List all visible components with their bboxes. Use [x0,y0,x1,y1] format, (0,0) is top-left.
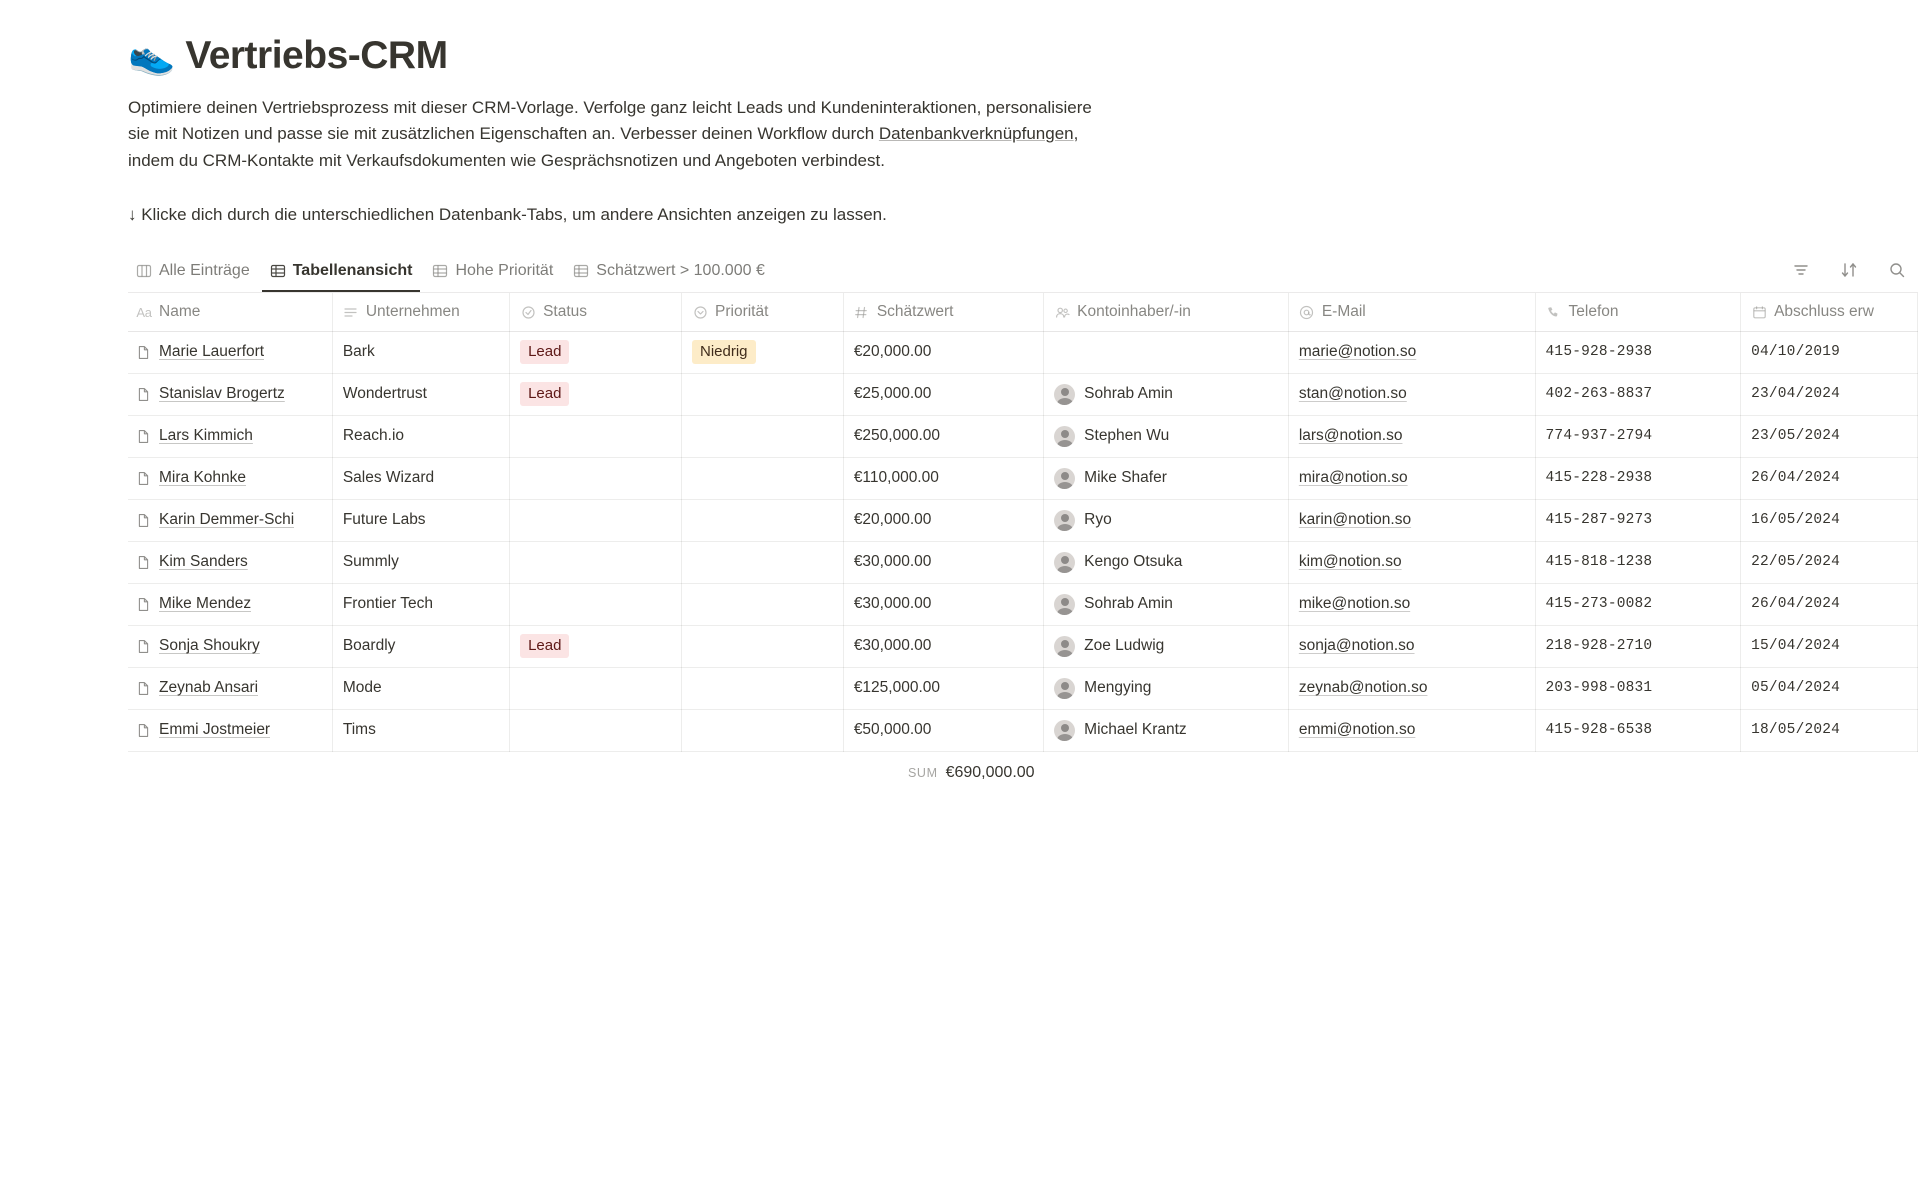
page-icon [136,597,151,612]
row-company: Reach.io [342,427,405,445]
row-date: 22/05/2024 [1751,554,1841,571]
page-icon [136,345,151,360]
cell-company[interactable] [332,583,509,625]
cell-owner[interactable] [1044,499,1289,541]
column-label: Kontoinhaber/-in [1077,303,1191,321]
description-part-2: , indem du CRM-Kontakte mit Verkaufsdokumenten wie Gesprächsnotizen und Angeboten verbindest. [128,124,1079,170]
avatar [1054,510,1075,531]
cell-company[interactable] [332,331,509,373]
cell-status[interactable] [510,625,682,667]
row-owner: Kengo Otsuka [1084,553,1183,571]
cell-email[interactable] [1288,499,1535,541]
table-row[interactable] [128,331,1918,373]
cell-value[interactable] [843,331,1043,373]
page-icon [136,723,151,738]
tab-label: Alle Einträge [159,262,250,280]
cell-date[interactable] [1741,373,1918,415]
column-label: Abschluss erw [1774,303,1874,321]
cell-name[interactable] [128,667,332,709]
page-icon [136,555,151,570]
cell-name[interactable] [128,709,332,751]
table-row[interactable] [128,415,1918,457]
cell-owner[interactable] [1044,541,1289,583]
column-header-name[interactable] [128,293,332,331]
database-table [128,293,1918,752]
row-company: Summly [342,553,399,571]
cell-priority[interactable] [682,331,844,373]
row-email[interactable]: karin@notion.so [1298,511,1412,529]
row-value: €30,000.00 [853,595,932,613]
cell-value[interactable] [843,415,1043,457]
table-row[interactable] [128,499,1918,541]
column-header-status[interactable] [510,293,682,331]
row-company: Future Labs [342,511,426,529]
row-email[interactable]: stan@notion.so [1298,385,1407,403]
gallery-icon [136,263,152,279]
cell-company[interactable] [332,415,509,457]
date-icon [1751,305,1767,320]
cell-phone[interactable] [1535,625,1741,667]
cell-name[interactable] [128,415,332,457]
column-header-email[interactable] [1288,293,1535,331]
table-row[interactable] [128,625,1918,667]
database-table-wrapper [128,293,1918,782]
cell-email[interactable] [1288,373,1535,415]
select-icon [692,305,708,320]
cell-phone[interactable] [1535,667,1741,709]
row-name[interactable]: Marie Lauerfort [159,343,265,361]
cell-company[interactable] [332,373,509,415]
column-label: E-Mail [1321,303,1366,321]
cell-email[interactable] [1288,457,1535,499]
column-header-abschluss[interactable] [1741,293,1918,331]
cell-name[interactable] [128,331,332,373]
title-icon: Aa [136,304,152,320]
cell-value[interactable] [843,667,1043,709]
row-phone: 415-287-9273 [1545,512,1653,529]
row-phone: 774-937-2794 [1545,428,1653,445]
status-badge: Lead [520,340,569,364]
row-value: €20,000.00 [853,511,932,529]
table-row[interactable] [128,373,1918,415]
column-header-prioritaet[interactable] [682,293,844,331]
table-icon [573,263,589,279]
row-company: Wondertrust [342,385,427,403]
row-company: Mode [342,679,382,697]
tabs-hint: ↓ Klicke dich durch die unterschiedlichen Datenbank-Tabs, um andere Ansichten anzeigen zu lassen. [128,205,887,225]
row-owner: Sohrab Amin [1084,595,1173,613]
row-owner: Zoe Ludwig [1084,637,1165,655]
cell-priority[interactable] [682,709,844,751]
cell-value[interactable] [843,625,1043,667]
cell-status[interactable] [510,457,682,499]
email-icon [1299,305,1315,320]
avatar [1054,426,1075,447]
column-header-kontoinhaber[interactable] [1044,293,1289,331]
row-name[interactable]: Mira Kohnke [159,469,247,487]
description-part-1: Optimiere deinen Vertriebsprozess mit dieser CRM-Vorlage. Verfolge ganz leicht Leads und Kundeninteraktionen, personalisiere sie mit Notizen und passe sie mit zusätzlichen Eigenschaften an. Verbesser deinen Workflow durch [128,98,1092,144]
cell-date[interactable] [1741,499,1918,541]
row-name[interactable]: Sonja Shoukry [159,637,260,655]
row-owner: Ryo [1084,511,1112,529]
row-phone: 415-228-2938 [1545,470,1653,487]
row-company: Frontier Tech [342,595,434,613]
page-description [128,95,1118,174]
row-date: 15/04/2024 [1751,638,1841,655]
cell-phone[interactable] [1535,499,1741,541]
table-header-row [128,293,1918,331]
cell-status[interactable] [510,709,682,751]
cell-email[interactable] [1288,415,1535,457]
row-date: 23/04/2024 [1751,386,1841,403]
cell-owner[interactable] [1044,709,1289,751]
avatar [1054,678,1075,699]
cell-email[interactable] [1288,625,1535,667]
cell-phone[interactable] [1535,709,1741,751]
cell-company[interactable] [332,667,509,709]
column-label: Unternehmen [365,303,460,321]
row-phone: 415-818-1238 [1545,554,1653,571]
cell-status[interactable] [510,499,682,541]
row-value: €125,000.00 [853,679,941,697]
cell-name[interactable] [128,373,332,415]
cell-value[interactable] [843,541,1043,583]
cell-priority[interactable] [682,415,844,457]
cell-phone[interactable] [1535,331,1741,373]
cell-date[interactable] [1741,457,1918,499]
avatar [1054,384,1075,405]
page-icon [136,513,151,528]
cell-status[interactable] [510,583,682,625]
row-email[interactable]: marie@notion.so [1298,343,1417,361]
row-email[interactable]: sonja@notion.so [1298,637,1415,655]
cell-phone[interactable] [1535,541,1741,583]
page-icon [136,639,151,654]
row-date: 16/05/2024 [1751,512,1841,529]
select-icon [520,305,536,320]
status-badge: Lead [520,634,569,658]
row-email[interactable]: kim@notion.so [1298,553,1402,571]
page-icon [136,429,151,444]
cell-date[interactable] [1741,625,1918,667]
row-company: Boardly [342,637,396,655]
priority-badge: Niedrig [692,340,756,364]
row-name[interactable]: Kim Sanders [159,553,248,571]
sneaker-icon: 👟 [128,35,176,77]
row-email[interactable]: lars@notion.so [1298,427,1403,445]
row-name[interactable]: Zeynab Ansari [159,679,259,697]
row-value: €30,000.00 [853,553,932,571]
cell-email[interactable] [1288,541,1535,583]
cell-value[interactable] [843,499,1043,541]
cell-phone[interactable] [1535,457,1741,499]
row-owner: Sohrab Amin [1084,385,1173,403]
table-icon [270,263,286,279]
filter-icon[interactable] [1790,259,1812,281]
table-row[interactable] [128,667,1918,709]
row-phone: 415-928-2938 [1545,344,1653,361]
summary-label: SUM [908,765,938,780]
cell-date[interactable] [1741,709,1918,751]
cell-owner[interactable] [1044,667,1289,709]
tab-label: Tabellenansicht [292,262,413,280]
row-owner: Michael Krantz [1084,721,1187,739]
page-title-row [128,34,1920,78]
cell-status[interactable] [510,415,682,457]
column-label: Priorität [715,303,769,321]
tab-tabellenansicht[interactable] [262,256,421,292]
row-email[interactable]: emmi@notion.so [1298,721,1416,739]
row-phone: 415-273-0082 [1545,596,1653,613]
cell-date[interactable] [1741,541,1918,583]
row-owner: Mike Shafer [1084,469,1167,487]
cell-priority[interactable] [682,541,844,583]
database-tabs-bar [128,256,1918,293]
row-email[interactable]: mira@notion.so [1298,469,1408,487]
row-value: €30,000.00 [853,637,932,655]
cell-owner[interactable] [1044,583,1289,625]
row-email[interactable]: mike@notion.so [1298,595,1411,613]
row-name[interactable]: Karin Demmer-Schi [159,511,295,529]
row-value: €50,000.00 [853,721,932,739]
row-name[interactable]: Mike Mendez [159,595,252,613]
page-title: Vertriebs-CRM [185,34,448,77]
row-company: Tims [342,721,376,739]
column-header-unternehmen[interactable] [332,293,509,331]
row-name[interactable]: Stanislav Brogertz [159,385,285,403]
column-header-schaetzwert[interactable] [843,293,1043,331]
row-company: Sales Wizard [342,469,435,487]
status-badge: Lead [520,382,569,406]
column-header-telefon[interactable] [1535,293,1741,331]
table-body [128,331,1918,751]
row-phone: 203-998-0831 [1545,680,1653,697]
row-owner: Mengying [1084,679,1152,697]
page-icon [136,681,151,696]
cell-owner[interactable] [1044,415,1289,457]
cell-name[interactable] [128,541,332,583]
row-company: Bark [342,343,375,361]
cell-phone[interactable] [1535,415,1741,457]
cell-priority[interactable] [682,583,844,625]
row-phone: 415-928-6538 [1545,722,1653,739]
cell-status[interactable] [510,331,682,373]
cell-phone[interactable] [1535,373,1741,415]
row-date: 18/05/2024 [1751,722,1841,739]
cell-owner[interactable] [1044,457,1289,499]
search-icon[interactable] [1886,259,1908,281]
cell-owner[interactable] [1044,625,1289,667]
view-toolbar [1790,259,1918,289]
tab-hohe-prioritaet[interactable] [424,256,561,292]
avatar [1054,594,1075,615]
row-date: 04/10/2019 [1751,344,1841,361]
cell-company[interactable] [332,499,509,541]
cell-company[interactable] [332,541,509,583]
cell-value[interactable] [843,709,1043,751]
tab-label: Schätzwert > 100.000 € [596,262,765,280]
cell-date[interactable] [1741,583,1918,625]
text-icon [343,305,359,320]
row-email[interactable]: zeynab@notion.so [1298,679,1428,697]
cell-company[interactable] [332,625,509,667]
cell-date[interactable] [1741,331,1918,373]
table-icon [432,263,448,279]
number-icon [854,305,870,320]
row-date: 26/04/2024 [1751,470,1841,487]
database-tabs [128,256,773,292]
cell-owner[interactable] [1044,373,1289,415]
cell-date[interactable] [1741,415,1918,457]
phone-icon [1546,305,1562,320]
row-date: 26/04/2024 [1751,596,1841,613]
cell-value[interactable] [843,583,1043,625]
row-date: 05/04/2024 [1751,680,1841,697]
row-value: €20,000.00 [853,343,932,361]
cell-name[interactable] [128,457,332,499]
row-name[interactable]: Emmi Jostmeier [159,721,271,739]
cell-phone[interactable] [1535,583,1741,625]
page-icon [136,387,151,402]
table-row[interactable] [128,709,1918,751]
tab-label: Hohe Priorität [455,262,554,280]
page-icon [136,471,151,486]
column-label: Schätzwert [876,303,954,321]
cell-status[interactable] [510,541,682,583]
cell-priority[interactable] [682,457,844,499]
cell-priority[interactable] [682,373,844,415]
row-value: €250,000.00 [853,427,941,445]
cell-email[interactable] [1288,583,1535,625]
avatar [1054,636,1075,657]
cell-name[interactable] [128,499,332,541]
table-row[interactable] [128,541,1918,583]
column-label: Telefon [1568,303,1619,321]
cell-name[interactable] [128,625,332,667]
cell-email[interactable] [1288,667,1535,709]
cell-name[interactable] [128,583,332,625]
cell-priority[interactable] [682,499,844,541]
row-owner: Stephen Wu [1084,427,1170,445]
row-phone: 218-928-2710 [1545,638,1653,655]
column-label: Name [159,303,201,321]
table-row[interactable] [128,457,1918,499]
row-value: €25,000.00 [853,385,932,403]
person-icon [1054,305,1070,320]
row-phone: 402-263-8837 [1545,386,1653,403]
avatar [1054,552,1075,573]
cell-priority[interactable] [682,667,844,709]
row-date: 23/05/2024 [1751,428,1841,445]
cell-priority[interactable] [682,625,844,667]
table-summary-row [128,752,1918,782]
cell-value[interactable] [843,373,1043,415]
cell-status[interactable] [510,373,682,415]
column-label: Status [543,303,588,321]
database-links-link[interactable]: Datenbankverknüpfungen [878,124,1074,144]
cell-owner[interactable] [1044,331,1289,373]
cell-date[interactable] [1741,667,1918,709]
row-value: €110,000.00 [853,469,939,487]
avatar [1054,720,1075,741]
cell-value[interactable] [843,457,1043,499]
cell-email[interactable] [1288,331,1535,373]
row-name[interactable]: Lars Kimmich [159,427,253,445]
cell-company[interactable] [332,457,509,499]
tab-alle-eintraege[interactable] [128,256,258,292]
cell-company[interactable] [332,709,509,751]
cell-email[interactable] [1288,709,1535,751]
cell-status[interactable] [510,667,682,709]
avatar [1054,468,1075,489]
tab-schaetzwert-100000[interactable] [565,256,773,292]
table-row[interactable] [128,583,1918,625]
sort-icon[interactable] [1838,259,1860,281]
summary-value: €690,000.00 [945,763,1035,781]
